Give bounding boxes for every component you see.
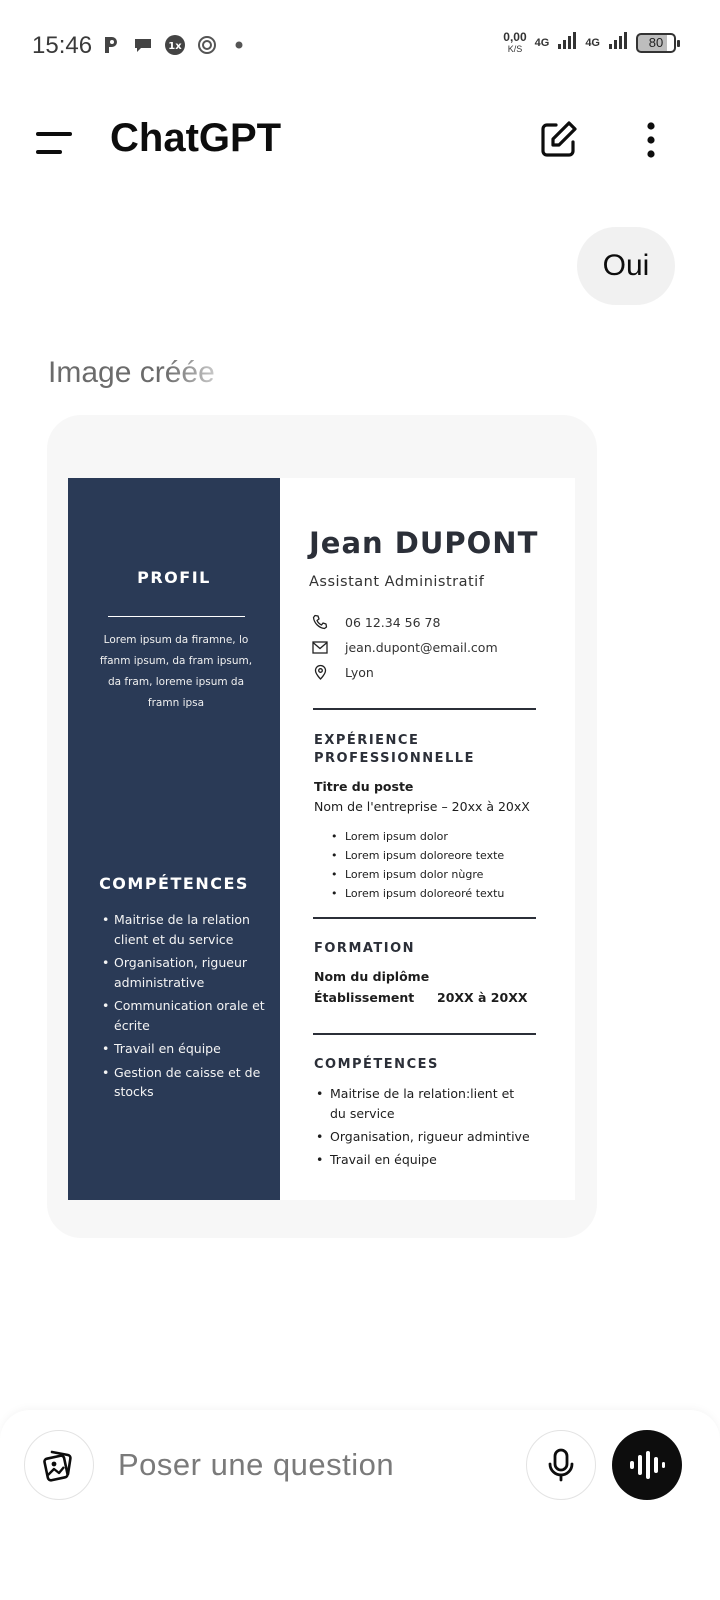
list-item: • Organisation, rigueur admintive bbox=[316, 1127, 556, 1147]
new-chat-icon[interactable] bbox=[536, 118, 580, 162]
list-item: • Lorem ipsum dolor nùgre bbox=[331, 865, 504, 884]
more-vertical-icon[interactable] bbox=[634, 118, 668, 162]
mail-icon bbox=[309, 639, 331, 655]
battery-icon: 80 bbox=[636, 33, 676, 53]
dot-icon bbox=[228, 34, 250, 56]
p-app-icon bbox=[100, 34, 122, 56]
list-item: • Travail en équipe bbox=[102, 1039, 272, 1059]
app-header bbox=[0, 92, 720, 192]
education-school: Établissement bbox=[314, 990, 415, 1005]
profile-divider bbox=[108, 616, 245, 617]
phone-icon bbox=[309, 614, 331, 630]
list-item: • Maitrise de la relation:lient et du service bbox=[316, 1084, 516, 1123]
network-2-label: 4G bbox=[585, 36, 600, 49]
status-bar bbox=[0, 0, 720, 92]
network-speed: 0,00 K/S bbox=[503, 29, 527, 54]
main-skills-list bbox=[316, 1084, 556, 1173]
message-composer bbox=[0, 1410, 720, 1600]
resume-sidebar bbox=[68, 478, 280, 1200]
image-attach-icon[interactable] bbox=[24, 1430, 94, 1500]
status-time: 15:46 bbox=[32, 32, 93, 59]
chat-bubble-icon bbox=[132, 34, 154, 56]
menu-icon[interactable] bbox=[36, 128, 76, 158]
profile-text: Lorem ipsum da firamne, lo ffanm ipsum, da fram ipsum, da fram, loreme ipsum da framn ipsa bbox=[99, 634, 253, 709]
profile-heading: PROFIL bbox=[137, 568, 211, 587]
location-icon bbox=[309, 664, 331, 680]
list-item: • Travail en équipe bbox=[316, 1150, 556, 1170]
contact-text: jean.dupont@email.com bbox=[345, 639, 498, 655]
education-heading: FORMATION bbox=[314, 941, 416, 956]
contact-location bbox=[309, 664, 374, 680]
experience-bullets bbox=[331, 827, 504, 903]
contact-email bbox=[309, 639, 498, 655]
resume-image[interactable] bbox=[68, 478, 575, 1200]
microphone-icon[interactable] bbox=[526, 1430, 596, 1500]
list-item: • Maitrise de la relation client et du service bbox=[102, 910, 272, 949]
voice-mode-icon[interactable] bbox=[612, 1430, 682, 1500]
system-indicators bbox=[503, 30, 676, 55]
education-years: 20XX à 20XX bbox=[437, 990, 528, 1005]
user-message-bubble: Oui bbox=[577, 227, 675, 305]
resume-job-title: Assistant Administratif bbox=[309, 574, 485, 590]
section-divider bbox=[313, 708, 536, 710]
1x-app-icon bbox=[164, 34, 186, 56]
education-degree: Nom du diplôme bbox=[314, 969, 430, 984]
main-skills-heading: COMPÉTENCES bbox=[314, 1057, 439, 1072]
signal-icon bbox=[608, 30, 628, 55]
app-title: ChatGPT bbox=[110, 116, 282, 160]
svg-text:1x: 1x bbox=[168, 41, 182, 52]
section-divider bbox=[313, 917, 536, 919]
section-divider bbox=[313, 1033, 536, 1035]
experience-company: Nom de l'entreprise – 20xx à 20xX bbox=[314, 799, 530, 814]
experience-position: Titre du poste bbox=[314, 779, 414, 794]
sidebar-skills-list bbox=[102, 910, 272, 1106]
experience-heading: EXPÉRIENCE PROFESSIONNELLE bbox=[314, 733, 475, 766]
signal-icon bbox=[557, 30, 577, 55]
openai-icon bbox=[196, 34, 218, 56]
image-status-label: Image créée bbox=[48, 356, 215, 389]
notification-icons bbox=[100, 34, 250, 56]
network-1-label: 4G bbox=[534, 36, 550, 49]
list-item: • Lorem ipsum doloreoré textu bbox=[331, 884, 504, 903]
question-input[interactable] bbox=[118, 1440, 498, 1490]
list-item: • Lorem ipsum doloreore texte bbox=[331, 846, 504, 865]
list-item: • Organisation, rigueur administrative bbox=[102, 953, 272, 992]
contact-phone bbox=[309, 614, 440, 630]
sidebar-skills-heading: COMPÉTENCES bbox=[99, 874, 249, 893]
resume-main bbox=[280, 478, 575, 1200]
list-item: • Communication orale et écrite bbox=[102, 996, 272, 1035]
list-item: • Lorem ipsum dolor bbox=[331, 827, 504, 846]
contact-text: Lyon bbox=[345, 664, 374, 680]
list-item: • Gestion de caisse et de stocks bbox=[102, 1063, 272, 1102]
resume-name: Jean DUPONT bbox=[309, 526, 539, 560]
contact-text: 06 12.34 56 78 bbox=[345, 614, 441, 630]
